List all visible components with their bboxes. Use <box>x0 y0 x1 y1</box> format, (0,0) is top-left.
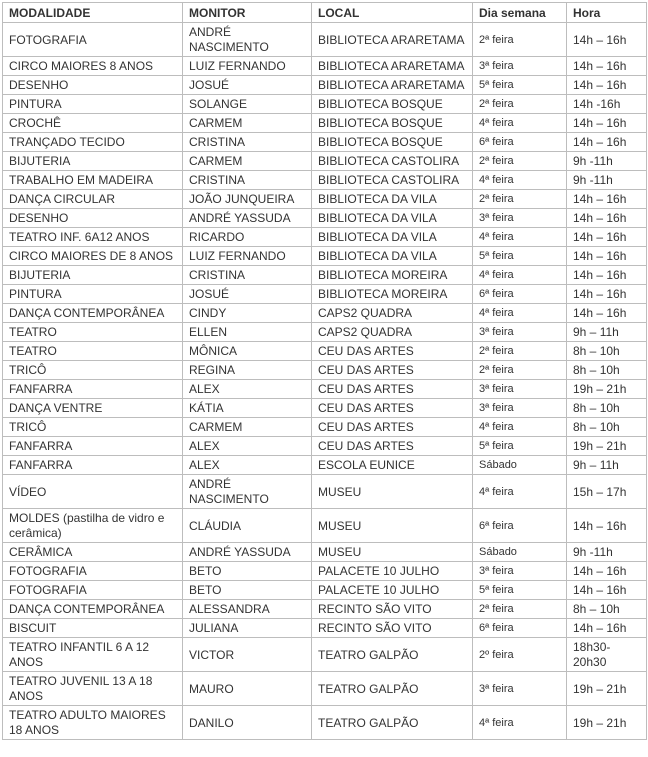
table-row <box>3 304 647 323</box>
modalidade-cell: DANÇA CONTEMPORÂNEA <box>3 304 183 323</box>
hora-cell: 9h -11h <box>567 152 647 171</box>
modalidade-cell: CROCHÊ <box>3 114 183 133</box>
dia-semana-cell: 5ª feira <box>473 437 567 456</box>
modalidade-cell: TEATRO INFANTIL 6 A 12 ANOS <box>3 638 183 672</box>
hora-cell: 19h – 21h <box>567 672 647 706</box>
local-cell: CEU DAS ARTES <box>312 342 473 361</box>
monitor-cell: CLÁUDIA <box>183 509 312 543</box>
local-cell: BIBLIOTECA BOSQUE <box>312 133 473 152</box>
modalidade-cell: DESENHO <box>3 76 183 95</box>
modalidade-cell: TEATRO INF. 6A12 ANOS <box>3 228 183 247</box>
hora-cell: 14h – 16h <box>567 247 647 266</box>
hora-cell: 14h – 16h <box>567 114 647 133</box>
local-cell: TEATRO GALPÃO <box>312 706 473 740</box>
hora-cell: 15h – 17h <box>567 475 647 509</box>
table-row <box>3 323 647 342</box>
local-cell: MUSEU <box>312 509 473 543</box>
monitor-cell: ALEX <box>183 380 312 399</box>
dia-semana-cell: 5ª feira <box>473 247 567 266</box>
dia-semana-cell: 3ª feira <box>473 380 567 399</box>
modalidade-cell: DANÇA CONTEMPORÂNEA <box>3 600 183 619</box>
table-row <box>3 543 647 562</box>
modalidade-cell: CERÂMICA <box>3 543 183 562</box>
dia-semana-cell: 2ª feira <box>473 95 567 114</box>
local-cell: CAPS2 QUADRA <box>312 304 473 323</box>
dia-semana-cell: 5ª feira <box>473 76 567 95</box>
modalidade-cell: FOTOGRAFIA <box>3 562 183 581</box>
hora-cell: 14h – 16h <box>567 76 647 95</box>
monitor-cell: DANILO <box>183 706 312 740</box>
modalidade-cell: CIRCO MAIORES 8 ANOS <box>3 57 183 76</box>
local-cell: CEU DAS ARTES <box>312 380 473 399</box>
hora-cell: 19h – 21h <box>567 706 647 740</box>
hora-cell: 14h – 16h <box>567 228 647 247</box>
dia-semana-cell: 4ª feira <box>473 228 567 247</box>
table-row <box>3 418 647 437</box>
dia-semana-cell: 2ª feira <box>473 600 567 619</box>
table-row <box>3 380 647 399</box>
hora-cell: 14h -16h <box>567 95 647 114</box>
monitor-cell: MAURO <box>183 672 312 706</box>
modalidade-cell: FANFARRA <box>3 437 183 456</box>
dia-semana-cell: 3ª feira <box>473 209 567 228</box>
hora-cell: 19h – 21h <box>567 437 647 456</box>
table-row <box>3 95 647 114</box>
monitor-cell: SOLANGE <box>183 95 312 114</box>
hora-cell: 9h – 11h <box>567 323 647 342</box>
local-cell: BIBLIOTECA ARARETAMA <box>312 23 473 57</box>
modalidade-cell: BIJUTERIA <box>3 152 183 171</box>
local-cell: CEU DAS ARTES <box>312 399 473 418</box>
hora-cell: 8h – 10h <box>567 361 647 380</box>
monitor-cell: JOÃO JUNQUEIRA <box>183 190 312 209</box>
table-row <box>3 171 647 190</box>
monitor-cell: CRISTINA <box>183 133 312 152</box>
hora-cell: 14h – 16h <box>567 23 647 57</box>
modalidade-cell: DANÇA CIRCULAR <box>3 190 183 209</box>
monitor-cell: ELLEN <box>183 323 312 342</box>
hora-cell: 9h -11h <box>567 171 647 190</box>
dia-semana-cell: 4ª feira <box>473 114 567 133</box>
modalidade-cell: BISCUIT <box>3 619 183 638</box>
modalidade-cell: TEATRO ADULTO MAIORES 18 ANOS <box>3 706 183 740</box>
dia-semana-cell: 2ª feira <box>473 152 567 171</box>
local-cell: ESCOLA EUNICE <box>312 456 473 475</box>
table-row <box>3 437 647 456</box>
local-cell: CEU DAS ARTES <box>312 437 473 456</box>
table-row <box>3 456 647 475</box>
dia-semana-cell: 4ª feira <box>473 266 567 285</box>
monitor-cell: CARMEM <box>183 152 312 171</box>
hora-cell: 14h – 16h <box>567 133 647 152</box>
table-row <box>3 76 647 95</box>
table-row <box>3 619 647 638</box>
hora-cell: 8h – 10h <box>567 600 647 619</box>
hora-cell: 14h – 16h <box>567 266 647 285</box>
local-cell: BIBLIOTECA BOSQUE <box>312 114 473 133</box>
monitor-cell: LUIZ FERNANDO <box>183 57 312 76</box>
modalidade-cell: VÍDEO <box>3 475 183 509</box>
modalidade-cell: TEATRO <box>3 342 183 361</box>
monitor-cell: JOSUÉ <box>183 76 312 95</box>
dia-semana-cell: 6ª feira <box>473 509 567 543</box>
monitor-cell: KÁTIA <box>183 399 312 418</box>
dia-semana-cell: 6ª feira <box>473 619 567 638</box>
hora-cell: 8h – 10h <box>567 399 647 418</box>
local-cell: MUSEU <box>312 543 473 562</box>
dia-semana-cell: 4ª feira <box>473 475 567 509</box>
dia-semana-cell: 3ª feira <box>473 323 567 342</box>
monitor-cell: VICTOR <box>183 638 312 672</box>
modalidade-cell: TEATRO JUVENIL 13 A 18 ANOS <box>3 672 183 706</box>
hora-cell: 14h – 16h <box>567 509 647 543</box>
dia-semana-cell: 4ª feira <box>473 418 567 437</box>
table-row <box>3 562 647 581</box>
header-monitor: MONITOR <box>183 3 312 23</box>
modalidade-cell: MOLDES (pastilha de vidro e cerâmica) <box>3 509 183 543</box>
modalidade-cell: PINTURA <box>3 95 183 114</box>
local-cell: TEATRO GALPÃO <box>312 672 473 706</box>
monitor-cell: JULIANA <box>183 619 312 638</box>
hora-cell: 18h30-20h30 <box>567 638 647 672</box>
modalidade-cell: FOTOGRAFIA <box>3 581 183 600</box>
table-row <box>3 228 647 247</box>
dia-semana-cell: 6ª feira <box>473 133 567 152</box>
table-row <box>3 342 647 361</box>
table-row <box>3 706 647 740</box>
local-cell: CAPS2 QUADRA <box>312 323 473 342</box>
local-cell: BIBLIOTECA MOREIRA <box>312 285 473 304</box>
dia-semana-cell: 3ª feira <box>473 399 567 418</box>
local-cell: BIBLIOTECA CASTOLIRA <box>312 171 473 190</box>
dia-semana-cell: 2ª feira <box>473 361 567 380</box>
table-row <box>3 399 647 418</box>
table-row <box>3 209 647 228</box>
dia-semana-cell: 3ª feira <box>473 57 567 76</box>
monitor-cell: ANDRÉ YASSUDA <box>183 543 312 562</box>
monitor-cell: RICARDO <box>183 228 312 247</box>
hora-cell: 14h – 16h <box>567 304 647 323</box>
dia-semana-cell: 3ª feira <box>473 672 567 706</box>
local-cell: PALACETE 10 JULHO <box>312 581 473 600</box>
modalidade-cell: TRICÔ <box>3 418 183 437</box>
hora-cell: 14h – 16h <box>567 581 647 600</box>
monitor-cell: BETO <box>183 581 312 600</box>
monitor-cell: ALEX <box>183 456 312 475</box>
local-cell: CEU DAS ARTES <box>312 361 473 380</box>
modalidade-cell: TRANÇADO TECIDO <box>3 133 183 152</box>
local-cell: BIBLIOTECA DA VILA <box>312 209 473 228</box>
modalidade-cell: TRICÔ <box>3 361 183 380</box>
monitor-cell: CRISTINA <box>183 171 312 190</box>
dia-semana-cell: 2º feira <box>473 638 567 672</box>
table-row <box>3 133 647 152</box>
local-cell: BIBLIOTECA MOREIRA <box>312 266 473 285</box>
header-local: LOCAL <box>312 3 473 23</box>
table-row <box>3 285 647 304</box>
local-cell: BIBLIOTECA ARARETAMA <box>312 57 473 76</box>
monitor-cell: CARMEM <box>183 418 312 437</box>
dia-semana-cell: 4ª feira <box>473 171 567 190</box>
table-row <box>3 266 647 285</box>
header-dia-semana: Dia semana <box>473 3 567 23</box>
hora-cell: 14h – 16h <box>567 190 647 209</box>
modalidade-cell: PINTURA <box>3 285 183 304</box>
modalidade-cell: FANFARRA <box>3 456 183 475</box>
local-cell: MUSEU <box>312 475 473 509</box>
monitor-cell: ANDRÉ NASCIMENTO <box>183 475 312 509</box>
modalidade-cell: DESENHO <box>3 209 183 228</box>
local-cell: CEU DAS ARTES <box>312 418 473 437</box>
hora-cell: 8h – 10h <box>567 342 647 361</box>
hora-cell: 8h – 10h <box>567 418 647 437</box>
hora-cell: 9h – 11h <box>567 456 647 475</box>
local-cell: BIBLIOTECA DA VILA <box>312 190 473 209</box>
modalidade-cell: TEATRO <box>3 323 183 342</box>
local-cell: RECINTO SÃO VITO <box>312 600 473 619</box>
local-cell: PALACETE 10 JULHO <box>312 562 473 581</box>
table-row <box>3 475 647 509</box>
table-row <box>3 600 647 619</box>
hora-cell: 19h – 21h <box>567 380 647 399</box>
modalidade-cell: FOTOGRAFIA <box>3 23 183 57</box>
monitor-cell: LUIZ FERNANDO <box>183 247 312 266</box>
hora-cell: 14h – 16h <box>567 619 647 638</box>
hora-cell: 14h – 16h <box>567 209 647 228</box>
header-modalidade: MODALIDADE <box>3 3 183 23</box>
schedule-table <box>2 2 647 740</box>
local-cell: TEATRO GALPÃO <box>312 638 473 672</box>
monitor-cell: MÔNICA <box>183 342 312 361</box>
table-row <box>3 190 647 209</box>
monitor-cell: ALESSANDRA <box>183 600 312 619</box>
hora-cell: 9h -11h <box>567 543 647 562</box>
table-row <box>3 23 647 57</box>
table-body <box>3 23 647 740</box>
monitor-cell: REGINA <box>183 361 312 380</box>
table-row <box>3 57 647 76</box>
local-cell: BIBLIOTECA BOSQUE <box>312 95 473 114</box>
dia-semana-cell: Sábado <box>473 456 567 475</box>
monitor-cell: ALEX <box>183 437 312 456</box>
modalidade-cell: CIRCO MAIORES DE 8 ANOS <box>3 247 183 266</box>
modalidade-cell: FANFARRA <box>3 380 183 399</box>
hora-cell: 14h – 16h <box>567 57 647 76</box>
local-cell: BIBLIOTECA ARARETAMA <box>312 76 473 95</box>
table-row <box>3 638 647 672</box>
table-row <box>3 361 647 380</box>
dia-semana-cell: 4ª feira <box>473 706 567 740</box>
dia-semana-cell: 5ª feira <box>473 581 567 600</box>
dia-semana-cell: 6ª feira <box>473 285 567 304</box>
modalidade-cell: DANÇA VENTRE <box>3 399 183 418</box>
table-row <box>3 672 647 706</box>
monitor-cell: CRISTINA <box>183 266 312 285</box>
table-row <box>3 247 647 266</box>
dia-semana-cell: 3ª feira <box>473 562 567 581</box>
hora-cell: 14h – 16h <box>567 285 647 304</box>
local-cell: BIBLIOTECA CASTOLIRA <box>312 152 473 171</box>
dia-semana-cell: 2ª feira <box>473 342 567 361</box>
header-row <box>3 3 647 23</box>
local-cell: BIBLIOTECA DA VILA <box>312 228 473 247</box>
dia-semana-cell: 2ª feira <box>473 190 567 209</box>
monitor-cell: CARMEM <box>183 114 312 133</box>
table-row <box>3 581 647 600</box>
monitor-cell: ANDRÉ NASCIMENTO <box>183 23 312 57</box>
header-hora: Hora <box>567 3 647 23</box>
hora-cell: 14h – 16h <box>567 562 647 581</box>
dia-semana-cell: 4ª feira <box>473 304 567 323</box>
modalidade-cell: BIJUTERIA <box>3 266 183 285</box>
monitor-cell: ANDRÉ YASSUDA <box>183 209 312 228</box>
dia-semana-cell: 2ª feira <box>473 23 567 57</box>
monitor-cell: JOSUÉ <box>183 285 312 304</box>
table-row <box>3 509 647 543</box>
modalidade-cell: TRABALHO EM MADEIRA <box>3 171 183 190</box>
local-cell: BIBLIOTECA DA VILA <box>312 247 473 266</box>
monitor-cell: BETO <box>183 562 312 581</box>
dia-semana-cell: Sábado <box>473 543 567 562</box>
table-row <box>3 114 647 133</box>
local-cell: RECINTO SÃO VITO <box>312 619 473 638</box>
table-row <box>3 152 647 171</box>
monitor-cell: CINDY <box>183 304 312 323</box>
